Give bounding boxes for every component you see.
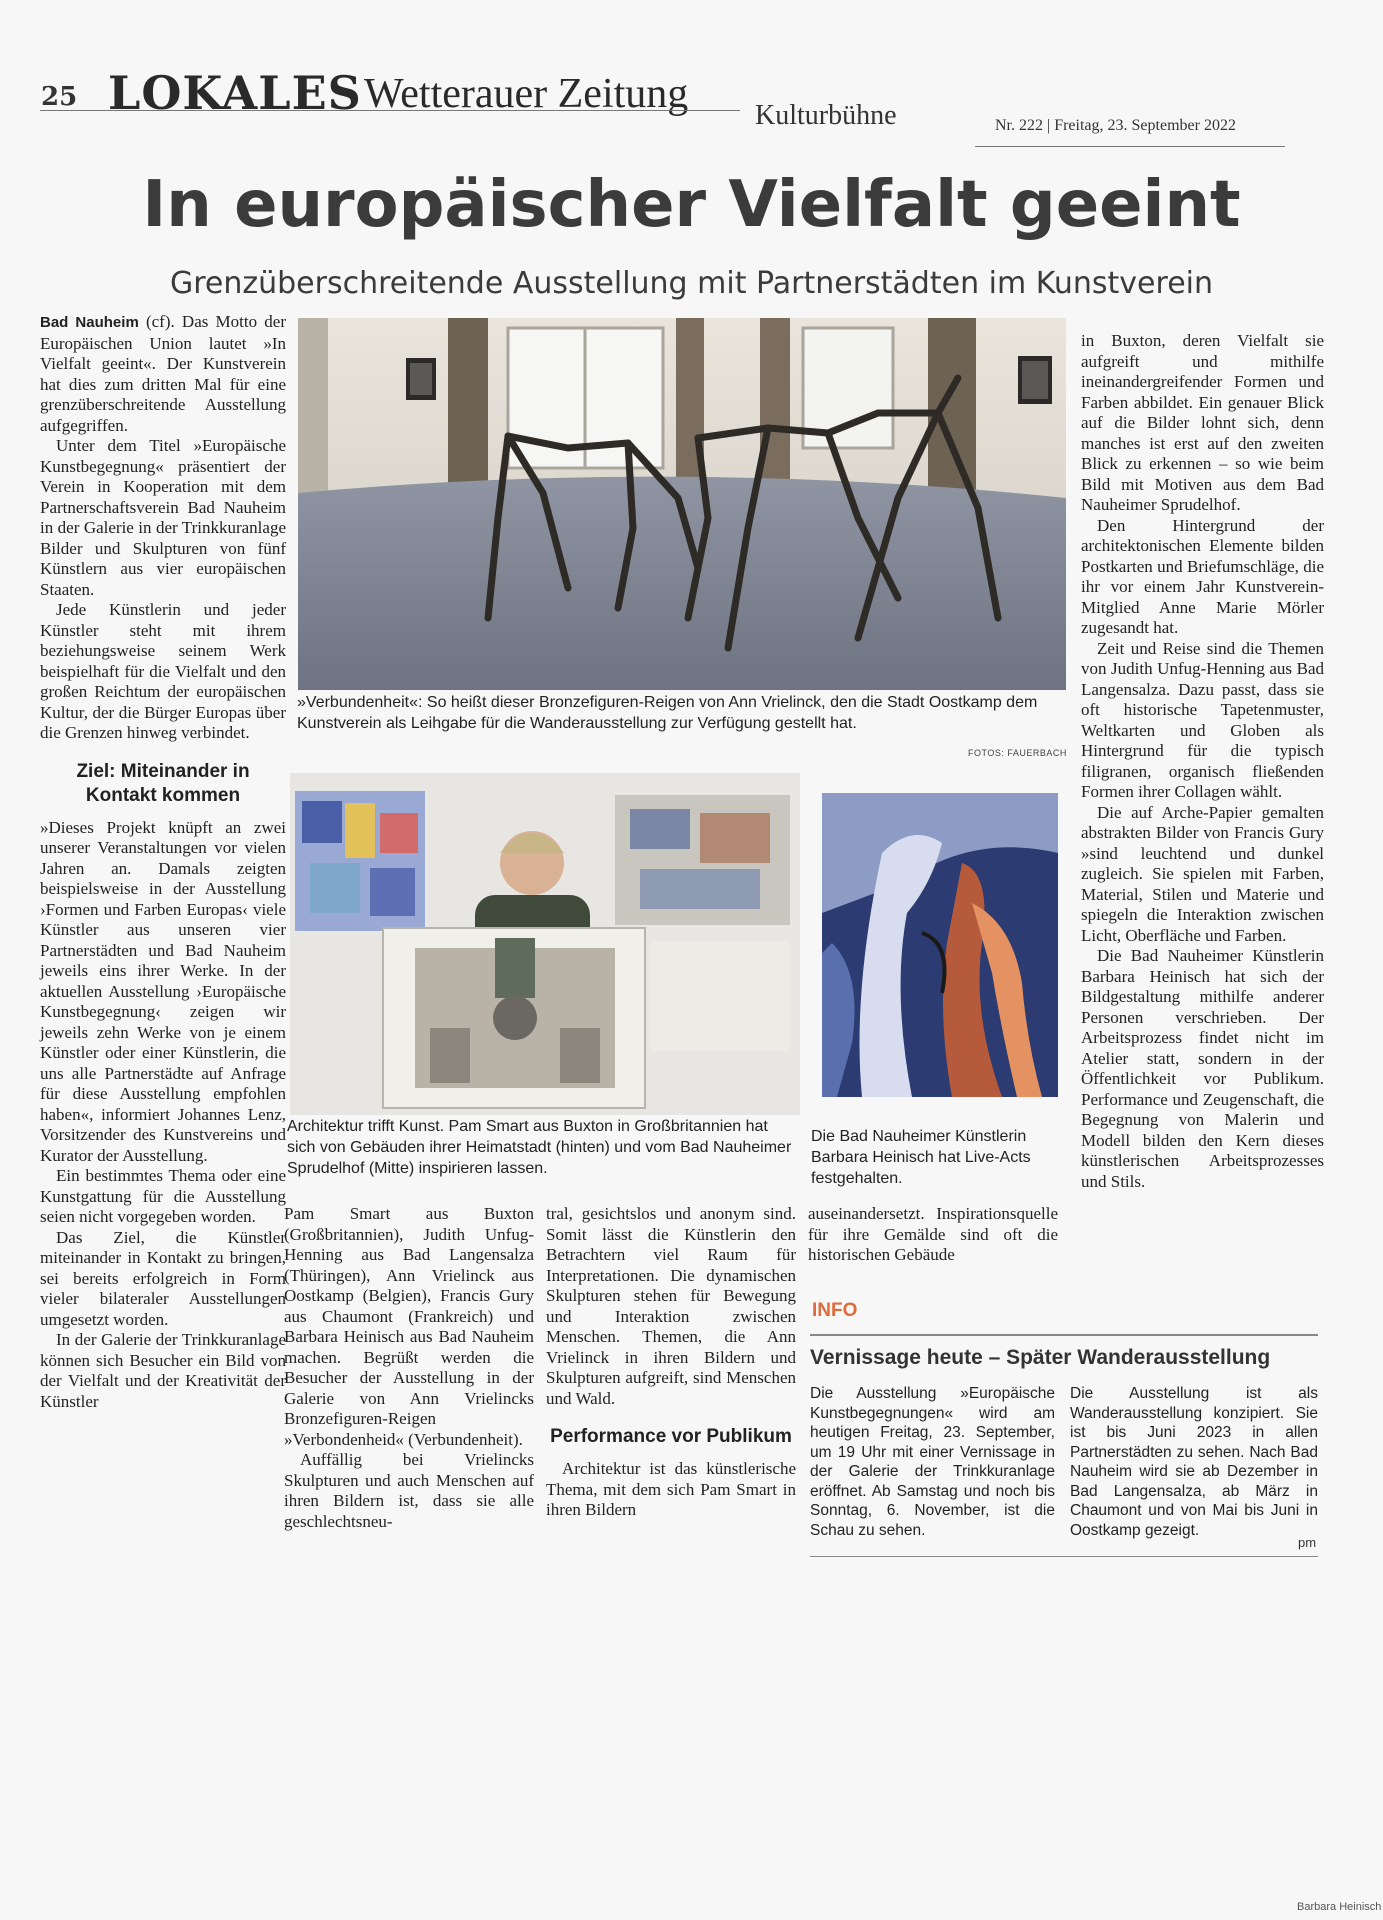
info-rule <box>810 1334 1318 1336</box>
section-subhead: Ziel: Miteinander in Kontakt kommen <box>76 760 250 806</box>
column-3 <box>546 1204 796 1521</box>
paragraph: Jede Künstlerin und jeder Künstler steht mit ihrem beziehungsweise seinem Werk beispielhaft für die Vielfalt und den großen Reichtum der europäischen Kultur, der die Bürger Europas über die Grenzen hinweg verbindet. <box>40 600 286 742</box>
photo-barbara-heinisch <box>822 793 1058 1097</box>
info-bottom-rule <box>810 1556 1318 1557</box>
newspaper-name: Wetterauer Zeitung <box>364 71 689 117</box>
section-name: Kulturbühne <box>755 100 897 131</box>
watermark: Barbara Heinisch <box>1297 1901 1382 1913</box>
paragraph: Die auf Arche-Papier gemalten abstrakten Bilder von Francis Gury »sind leuchtend und dunkel zugleich. Sie spielen mit Farben, Material, Stilen und Materie und spiegeln die Interaktion zwischen Licht, Oberfläche und Farben. <box>1081 802 1324 945</box>
article-headline: In europäischer Vielfalt geeint <box>142 168 1241 242</box>
paragraph: »Dieses Projekt knüpft an zwei unserer Veranstaltungen vor vielen Jahren an. Damals zeigten beispielsweise in der Ausstellung ›Formen und Farben Europas‹ viele Künstler aus unseren vier Partnerstädten und Bad Nauheim jeweils eins ihrer Werke. In der aktuellen Ausstellung ›Europäische Kunstbegegnung‹ zeigen wir jeweils zehn Werke von je einem Künstler oder einer Künstlerin, die uns alle Partnerstädte auf Anfrage für diese Ausstellung empfohlen haben«, informiert Johannes Lenz, Vorsitzender des Kunstvereins und Kurator der Ausstellung. <box>40 817 286 1165</box>
paragraph: Architektur ist das künstlerische Thema, mit dem sich Pam Smart in ihren Bildern <box>546 1459 796 1519</box>
caption-main: »Verbundenheit«: So heißt dieser Bronzefiguren-Reigen von Ann Vrielinck, den die Stadt Oostkamp dem Kunstverein als Leihgabe für die Wanderausstellung zur Verfügung gestellt hat. <box>297 694 1038 732</box>
paragraph: Unter dem Titel »Europäische Kunstbegegnung« präsentiert der Verein in Kooperation mit dem Partnerschaftsverein Bad Nauheim in der Galerie in der Trinkkuranlage Bilder und Skulpturen von fünf Künstlern aus vier europäischen Staaten. <box>40 436 286 599</box>
paragraph <box>40 312 286 436</box>
paragraph: Die Bad Nauheimer Künstlerin Barbara Heinisch hat sich der Bildgestaltung mithilfe anderer Personen verschrieben. Der Arbeitsprozess findet nicht im Atelier statt, sondern in der Öffentlichkeit vor Publikum. Performance und Zeugenschaft, die Begegnung von Malerin und Modell bilden den Kern dieses künstlerischen Arbeitsprozesses und Stils. <box>1081 946 1324 1191</box>
paragraph: in Buxton, deren Vielfalt sie aufgreift und mithilfe ineinandergreifender Formen und Farben abbildet. Ein genauer Blick auf die Bilder lohnt sich, denn manches ist erst auf den zweiten Blick zu erkennen – so wie beim Bild mit Motiven aus dem Bad Nauheimer Sprudelhof. <box>1081 331 1324 514</box>
info-column-2: Die Ausstellung ist als Wanderausstellung konzipiert. Sie ist bis Juni 2023 in allen Partnerstädten zu sehen. Nach Bad Nauheim wird sie ab Dezember in Bad Langensalza, ab März in Chaumont und von Mai bis Juni in Oostkamp gezeigt. <box>1070 1385 1318 1539</box>
paragraph: Zeit und Reise sind die Themen von Judith Unfug-Henning aus Bad Langensalza. Dazu passt, dass sie oft historische Tapetenmuster, Weltkarten und Globen als Hintergrund für die typisch filigranen, organisch fließenden Formen ihrer Collagen wählt. <box>1081 638 1324 801</box>
paragraph: Den Hintergrund der architektonischen Elemente bilden Postkarten und Briefumschläge, die ihr vor einem Jahr Kunstverein-Mitglied Anne Marie Mörler zugesandt hat. <box>1081 515 1324 637</box>
caption-pam-smart: Architektur trifft Kunst. Pam Smart aus Buxton in Großbritannien hat sich von Gebäuden ihrer Heimatstadt (hinten) und vom Bad Nauheimer Sprudelhof (Mitte) inspirieren lassen. <box>287 1118 792 1177</box>
paragraph: Ein bestimmtes Thema oder eine Kunstgattung für die Ausstellung seien nicht vorgegeben worden. <box>40 1166 286 1226</box>
section-subhead: Performance vor Publikum <box>550 1426 792 1447</box>
dateline-place: Bad Nauheim <box>40 314 139 331</box>
issue-info: Nr. 222 | Freitag, 23. September 2022 <box>995 117 1236 134</box>
article-subheadline: Grenzüberschreitende Ausstellung mit Partnerstädten im Kunstverein <box>169 266 1213 301</box>
column-1 <box>40 312 286 1412</box>
paragraph: Pam Smart aus Buxton (Großbritannien), Judith Unfug-Henning aus Bad Langensalza (Thüringen), Ann Vrielinck aus Oostkamp (Belgien), Francis Gury aus Chaumont (Frankreich) und Barbara Heinisch aus Bad Nauheim machen. Begrüßt werden die Besucher der Ausstellung in der Galerie von Ann Vrielincks Bronzefiguren-Reigen »Verbondenheid« (Verbundenheit). <box>284 1204 534 1449</box>
photo-pam-smart <box>290 773 800 1115</box>
photo-credit: FOTOS: FAUERBACH <box>968 748 1067 758</box>
paragraph: In der Galerie der Trinkkuranlage können sich Besucher ein Bild von der Vielfalt und der Kreativität der Künstler <box>40 1330 286 1411</box>
info-tag: INFO <box>812 1300 858 1321</box>
info-signature: pm <box>1298 1535 1317 1550</box>
paragraph: tral, gesichtslos und anonym sind. Somit lässt die Künstlerin den Betrachtern viel Raum für Interpretationen. Die dynamischen Skulpturen stehen für Bewegung und Interaktion zwischen Menschen. Themen, die Ann Vrielinck in ihren Bildern und Skulpturen aufgreift, sind Menschen und Wald. <box>546 1204 796 1408</box>
column-2 <box>284 1204 534 1532</box>
masthead-rule <box>40 110 740 111</box>
section-rubric: LOKALES <box>108 66 362 120</box>
page-number: 25 <box>41 82 78 112</box>
paragraph: Das Ziel, die Künstler miteinander in Kontakt zu bringen, sei bereits erfolgreich in Form vieler bilateraler Ausstellungen umgesetzt worden. <box>40 1227 286 1329</box>
caption-barbara-heinisch: Die Bad Nauheimer Künstlerin Barbara Heinisch hat Live-Acts festgehalten. <box>811 1128 1031 1187</box>
paragraph: Auffällig bei Vrielincks Skulpturen und auch Menschen auf ihren Bildern ist, dass sie alle geschlechtsneu- <box>284 1450 534 1531</box>
column-4 <box>808 1204 1058 1266</box>
info-headline: Vernissage heute – Später Wanderausstellung <box>810 1346 1271 1369</box>
paragraph: auseinandersetzt. Inspirationsquelle für ihre Gemälde sind oft die historischen Gebäude <box>808 1204 1058 1264</box>
column-5 <box>1081 331 1324 1192</box>
info-column-1: Die Ausstellung »Europäische Kunstbegegnungen« wird am heutigen Freitag, 23. September, um 19 Uhr mit einer Vernissage in der Galerie der Trinkkuranlage eröffnet. Ab Samstag und noch bis Sonntag, 6. November, ist die Schau zu sehen. <box>810 1385 1055 1539</box>
issue-rule <box>975 146 1285 147</box>
paragraph-text: (cf). Das Motto der Europäischen Union lautet »In Vielfalt geeint«. Der Kunstverein hat dies zum dritten Mal für eine grenzüberschreitende Ausstellung aufgegriffen. <box>40 312 286 435</box>
photo-sculptures <box>298 318 1066 690</box>
